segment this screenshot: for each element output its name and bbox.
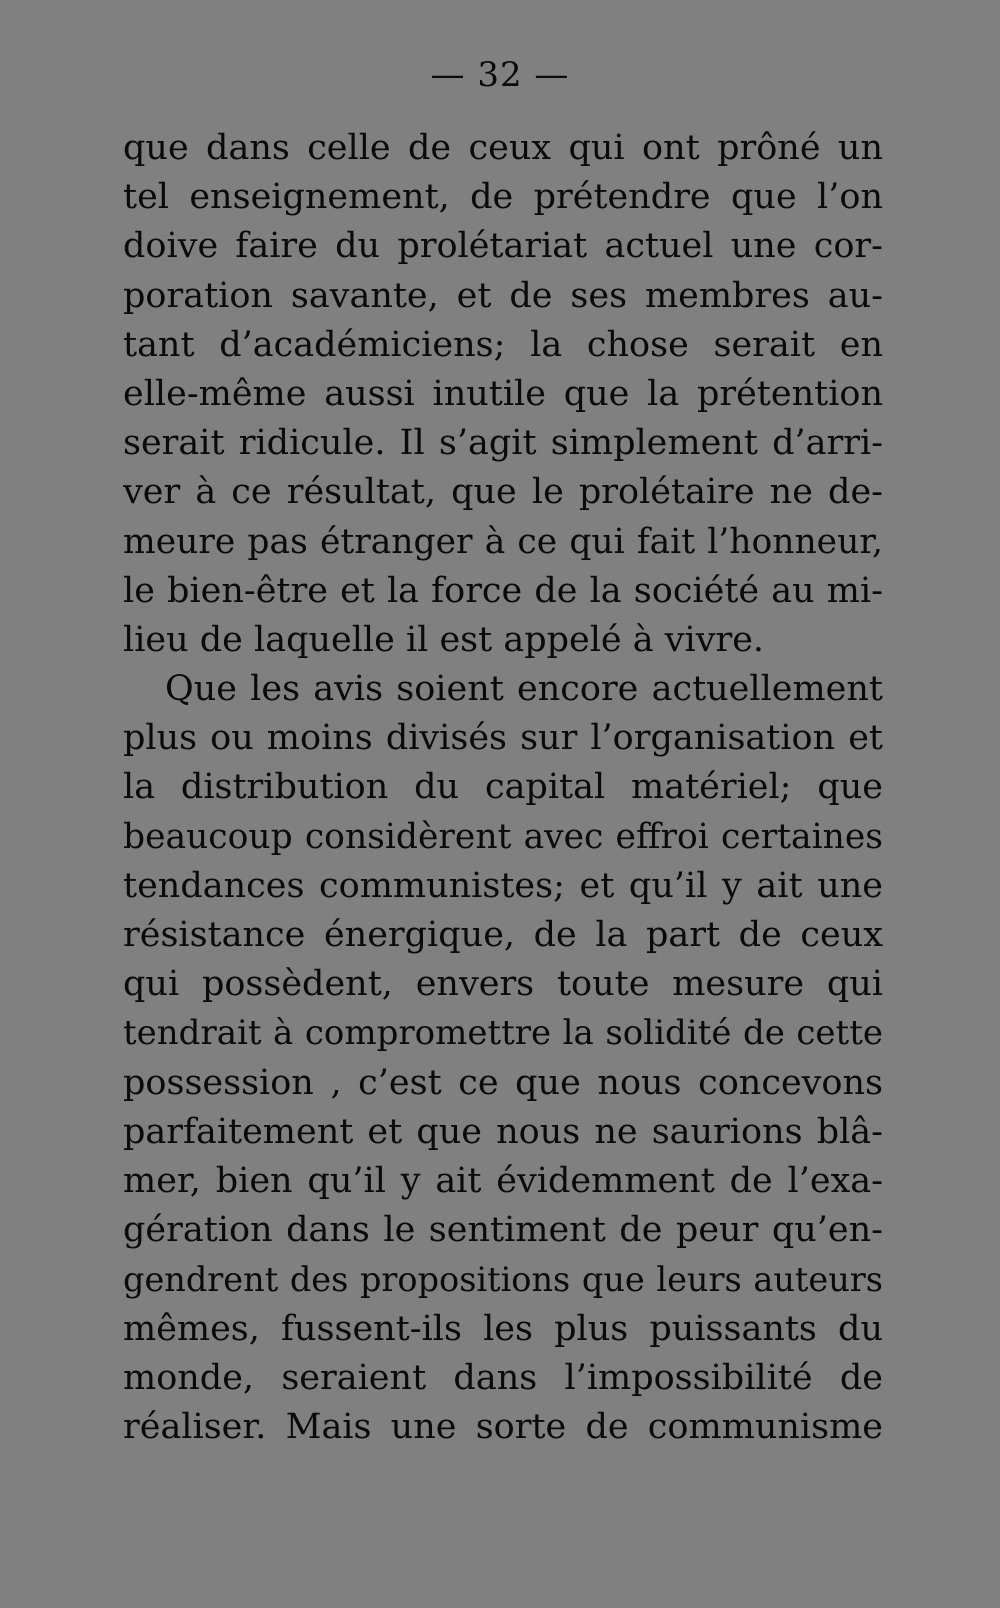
paragraph-2	[123, 665, 883, 1452]
text-line: tendrait à compromettre la solidité de cette	[123, 1013, 883, 1054]
text-line: beaucoup considèrent avec effroi certaines	[123, 816, 883, 857]
text-line: lieu de laquelle il est appelé à vivre.	[123, 619, 765, 660]
text-line: le bien-être et la force de la société au mi-	[123, 570, 883, 611]
text-line: réaliser. Mais une sorte de communisme	[123, 1406, 883, 1447]
text-line: que dans celle de ceux qui ont prôné un	[123, 128, 883, 168]
text-line: tant d’académiciens; la chose serait en	[123, 324, 883, 365]
text-line: qui possèdent, envers toute mesure qui	[123, 964, 883, 1005]
text-line: elle-même aussi inutile que la prétention	[123, 373, 883, 414]
text-line: serait ridicule. Il s’agit simplement d’arri-	[123, 423, 883, 464]
page-number: — 32 —	[430, 55, 570, 95]
text-line: meure pas étranger à ce qui fait l’honneur,	[123, 521, 883, 562]
text-line: gendrent des propositions que leurs auteurs	[123, 1260, 883, 1300]
paragraph-1	[123, 124, 883, 665]
text-line: monde, seraient dans l’impossibilité de	[123, 1357, 883, 1398]
text-line: gération dans le sentiment de peur qu’en-	[123, 1210, 883, 1251]
text-line: doive faire du prolétariat actuel une cor-	[123, 226, 883, 267]
text-line: mêmes, fussent-ils les plus puissants du	[123, 1308, 883, 1349]
text-line: ver à ce résultat, que le prolétaire ne de-	[123, 472, 883, 513]
text-line: plus ou moins divisés sur l’organisation et	[123, 718, 883, 759]
text-line: tel enseignement, de prétendre que l’on	[123, 177, 883, 218]
text-line: parfaitement et que nous ne saurions blâ-	[123, 1111, 883, 1152]
text-line: Que les avis soient encore actuellement	[165, 669, 883, 710]
text-line: poration savante, et de ses membres au-	[123, 275, 883, 316]
text-line: mer, bien qu’il y ait évidemment de l’exa-	[123, 1160, 883, 1201]
text-line: possession , c’est ce que nous concevons	[123, 1062, 883, 1103]
text-line: résistance énergique, de la part de ceux	[123, 915, 883, 955]
body-text	[123, 124, 883, 1452]
text-line: la distribution du capital matériel; que	[123, 767, 883, 808]
text-line: tendances communistes; et qu’il y ait une	[123, 865, 883, 906]
